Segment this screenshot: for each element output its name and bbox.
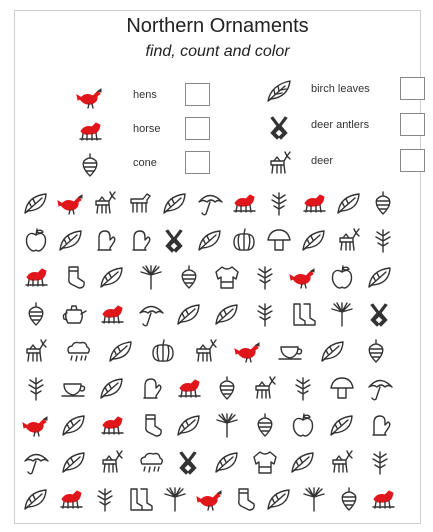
- leaf-icon[interactable]: [195, 226, 227, 256]
- legend-item-birch-leaf: [15, 77, 420, 103]
- tree-icon[interactable]: [365, 448, 397, 478]
- sock-icon[interactable]: [229, 485, 261, 515]
- hen-icon[interactable]: [233, 337, 265, 367]
- umbrella-icon[interactable]: [195, 189, 227, 219]
- leaf-icon[interactable]: [264, 485, 296, 515]
- legend-item-antler: [15, 113, 420, 139]
- mitten-icon[interactable]: [125, 226, 157, 256]
- cone-icon[interactable]: [174, 263, 206, 293]
- hen-icon[interactable]: [21, 411, 53, 441]
- umbrella-icon[interactable]: [136, 300, 168, 330]
- page-title: Northern Ornaments: [126, 15, 309, 37]
- cone-icon[interactable]: [334, 485, 366, 515]
- cone-icon[interactable]: [368, 189, 400, 219]
- worksheet: [14, 10, 421, 524]
- antler-icon[interactable]: [160, 226, 192, 256]
- legend-label: birch leaves: [311, 83, 370, 95]
- tree-icon[interactable]: [250, 263, 282, 293]
- flower-icon[interactable]: [212, 411, 244, 441]
- leaf-icon[interactable]: [56, 226, 88, 256]
- leaf-icon[interactable]: [212, 448, 244, 478]
- sock-icon[interactable]: [59, 263, 91, 293]
- leaf-icon[interactable]: [288, 448, 320, 478]
- leaf-icon[interactable]: [299, 226, 331, 256]
- horse-icon[interactable]: [97, 300, 129, 330]
- mushroom-icon[interactable]: [327, 374, 359, 404]
- leaf-icon[interactable]: [21, 189, 53, 219]
- mitten-icon[interactable]: [90, 226, 122, 256]
- deer-icon[interactable]: [97, 448, 129, 478]
- legend-label: horse: [133, 123, 161, 135]
- horse-icon[interactable]: [21, 263, 53, 293]
- tree-icon[interactable]: [288, 374, 320, 404]
- leaf-icon[interactable]: [59, 448, 91, 478]
- count-box[interactable]: [400, 77, 425, 100]
- legend-label: hens: [133, 89, 157, 101]
- horse-icon[interactable]: [229, 189, 261, 219]
- leaf-icon[interactable]: [21, 485, 53, 515]
- cloud-icon[interactable]: [63, 337, 95, 367]
- tree-icon[interactable]: [250, 300, 282, 330]
- apple-icon[interactable]: [327, 263, 359, 293]
- leaf-icon[interactable]: [174, 411, 206, 441]
- hen-icon[interactable]: [288, 263, 320, 293]
- sweater-icon[interactable]: [250, 448, 282, 478]
- deer-icon[interactable]: [334, 226, 366, 256]
- legend-label: cone: [133, 157, 157, 169]
- horse-icon[interactable]: [174, 374, 206, 404]
- count-box[interactable]: [400, 113, 425, 136]
- boots-icon[interactable]: [288, 300, 320, 330]
- leaf-icon[interactable]: [365, 263, 397, 293]
- tree-icon[interactable]: [264, 189, 296, 219]
- mushroom-icon[interactable]: [264, 226, 296, 256]
- horse-icon[interactable]: [299, 189, 331, 219]
- sock-icon[interactable]: [136, 411, 168, 441]
- sweater-icon[interactable]: [212, 263, 244, 293]
- tree-icon[interactable]: [368, 226, 400, 256]
- horse-icon[interactable]: [97, 411, 129, 441]
- tree-icon[interactable]: [90, 485, 122, 515]
- horse-icon[interactable]: [368, 485, 400, 515]
- hen-icon[interactable]: [195, 485, 227, 515]
- boots-icon[interactable]: [125, 485, 157, 515]
- leaf-icon[interactable]: [327, 411, 359, 441]
- deer-icon[interactable]: [21, 337, 53, 367]
- mitten-icon[interactable]: [136, 374, 168, 404]
- birch-leaf-icon: [265, 77, 295, 103]
- legend-label: deer antlers: [311, 119, 370, 131]
- leaf-icon[interactable]: [318, 337, 350, 367]
- cone-icon[interactable]: [250, 411, 282, 441]
- deer-icon[interactable]: [90, 189, 122, 219]
- page-subtitle: find, count and color: [145, 43, 290, 60]
- umbrella-icon[interactable]: [21, 448, 53, 478]
- leaf-icon[interactable]: [212, 300, 244, 330]
- leaf-icon[interactable]: [106, 337, 138, 367]
- tree-icon[interactable]: [21, 374, 53, 404]
- deer-icon[interactable]: [327, 448, 359, 478]
- deer-icon[interactable]: [191, 337, 223, 367]
- deer-icon: [265, 149, 295, 175]
- horse-icon[interactable]: [56, 485, 88, 515]
- umbrella-icon[interactable]: [365, 374, 397, 404]
- leaf-icon[interactable]: [97, 374, 129, 404]
- teapot-icon[interactable]: [59, 300, 91, 330]
- teacup-icon[interactable]: [276, 337, 308, 367]
- cone-icon[interactable]: [21, 300, 53, 330]
- leaf-icon[interactable]: [160, 189, 192, 219]
- legend-item-deer: [15, 149, 420, 175]
- flower-icon[interactable]: [327, 300, 359, 330]
- antler-icon[interactable]: [174, 448, 206, 478]
- antler-icon: [265, 113, 295, 139]
- apple-icon[interactable]: [21, 226, 53, 256]
- flower-icon[interactable]: [160, 485, 192, 515]
- deer-icon[interactable]: [250, 374, 282, 404]
- teacup-icon[interactable]: [59, 374, 91, 404]
- legend-label: deer: [311, 155, 334, 167]
- cone-icon[interactable]: [361, 337, 393, 367]
- leaf-icon[interactable]: [97, 263, 129, 293]
- cloud-icon[interactable]: [136, 448, 168, 478]
- leaf-icon[interactable]: [174, 300, 206, 330]
- count-box[interactable]: [400, 149, 425, 172]
- hen-icon[interactable]: [56, 189, 88, 219]
- leaf-icon[interactable]: [334, 189, 366, 219]
- cone-icon[interactable]: [212, 374, 244, 404]
- antler-icon[interactable]: [365, 300, 397, 330]
- flower-icon[interactable]: [136, 263, 168, 293]
- pumpkin-icon[interactable]: [148, 337, 180, 367]
- flower-icon[interactable]: [299, 485, 331, 515]
- leaf-icon[interactable]: [59, 411, 91, 441]
- horse-outline-icon[interactable]: [125, 189, 157, 219]
- apple-icon[interactable]: [288, 411, 320, 441]
- pumpkin-icon[interactable]: [229, 226, 261, 256]
- mitten-icon[interactable]: [365, 411, 397, 441]
